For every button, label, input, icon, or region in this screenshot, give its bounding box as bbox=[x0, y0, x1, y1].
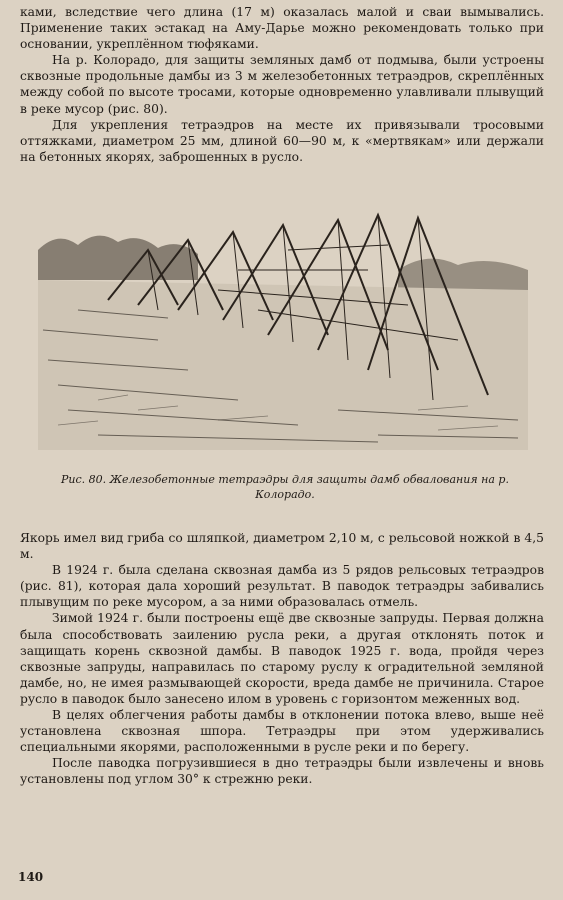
text-block-top bbox=[20, 4, 544, 165]
text-block-bottom bbox=[20, 530, 544, 788]
tetrahedra-engraving bbox=[38, 210, 528, 450]
page-number: 140 bbox=[18, 870, 44, 884]
paragraph: Для укрепления тетраэдров на месте их привязывали тросовыми оттяжками, диаметром 25 мм, длиной 60—90 м, к «мертвякам» или держали на бетонных якорях, заброшенных в русло. bbox=[20, 117, 544, 164]
paragraph: Якорь имел вид гриба со шляпкой, диаметром 2,10 м, с рельсовой ножкой в 4,5 м. bbox=[20, 531, 544, 562]
paragraph: В 1924 г. была сделана сквозная дамба из 5 рядов рельсовых тетраэдров (рис. 81), которая дала хороший результат. В паводок тетраэдры забивались плывущим по реке мусором, а за ними образовалась отмель. bbox=[20, 563, 544, 610]
paragraph: Зимой 1924 г. были построены ещё две сквозные запруды. Первая должна была способствовать заилению русла реки, а другая отклонять поток и защищать корень сквозной дамбы. В паводок 1925 г. вода, пройдя через сквозные запруды, направилась по старому руслу к оградительной земляной дамбе, но, не имея размывающей скорости, вреда дамбе не причинила. Старое русло в паводок было занесено илом в уровень с горизонтом меженных вод. bbox=[20, 611, 544, 706]
paragraph: ками, вследствие чего длина (17 м) оказалась малой и сваи вымывались. Применение таких эстакад на Аму-Дарье можно рекомендовать только при основании, укреплённом тюфяками. bbox=[20, 5, 544, 52]
paragraph: В целях облегчения работы дамбы в отклонении потока влево, выше неё установлена сквозная шпора. Тетраэдры при этом удерживались специальными якорями, расположенными в русле реки и по берегу. bbox=[20, 708, 544, 755]
figure-caption: Рис. 80. Железобетонные тетраэдры для защиты дамб обвалования на р. Колорадо. bbox=[61, 473, 509, 501]
figure-80-illustration bbox=[38, 210, 528, 450]
paragraph: После паводка погрузившиеся в дно тетраэдры были извлечены и вновь установлены под углом 30° к стрежню реки. bbox=[20, 756, 544, 787]
paragraph: На р. Колорадо, для защиты земляных дамб от подмыва, были устроены сквозные продольные дамбы из 3 м железобетонных тетраэдров, скреплённых между собой по высоте тросами, которые одновременно улавливали плывущий в реке мусор (рис. 80). bbox=[20, 53, 544, 116]
